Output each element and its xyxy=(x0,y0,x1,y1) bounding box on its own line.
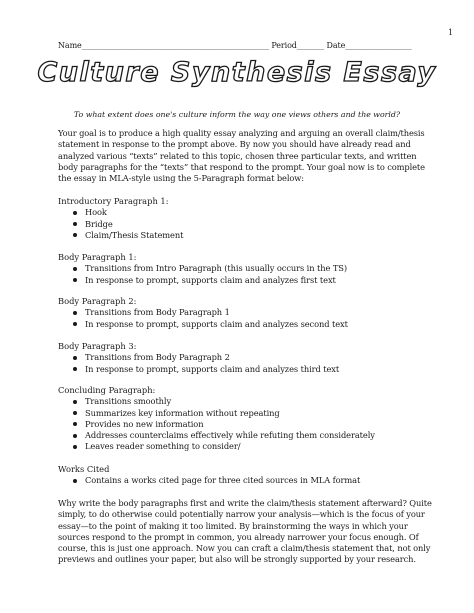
intro-line: analyzed various “texts” related to this topic, chosen three particular texts, and written xyxy=(58,150,417,161)
list-item xyxy=(58,230,183,241)
closing-paragraph xyxy=(58,498,432,566)
bullet-icon xyxy=(73,267,77,271)
bullet-list xyxy=(58,396,375,452)
list-item-text: Contains a works cited page for three cited sources in MLA format xyxy=(85,475,361,486)
intro-line: the essay in MLA-style using the 5-Paragraph format below: xyxy=(58,173,304,184)
bullet-icon xyxy=(73,322,77,326)
section-introductory-paragraph xyxy=(58,196,183,241)
list-item-text: Claim/Thesis Statement xyxy=(85,229,184,240)
list-item xyxy=(58,219,183,230)
list-item xyxy=(58,263,347,274)
section-heading: Body Paragraph 1: xyxy=(58,252,137,262)
document-title: Culture Synthesis Essay xyxy=(37,57,437,88)
list-item xyxy=(58,419,375,430)
list-item-text: Addresses counterclaims effectively while refuting them considerately xyxy=(85,430,375,441)
closing-line: sources respond to the prompt in common, you already narrower your focus enough. Of xyxy=(58,531,419,542)
bullet-icon xyxy=(73,422,77,426)
name-period-date-line: Name________________________________________________ Period_______ Date_________________ xyxy=(58,41,412,50)
list-item-text: In response to prompt, supports claim and analyzes second text xyxy=(85,318,348,329)
intro-paragraph xyxy=(58,128,428,184)
section-body-paragraph-2 xyxy=(58,296,348,330)
bullet-icon xyxy=(73,400,77,404)
bullet-icon xyxy=(73,233,77,237)
section-heading: Body Paragraph 3: xyxy=(58,341,137,351)
list-item xyxy=(58,352,339,363)
section-heading: Concluding Paragraph: xyxy=(58,385,156,395)
intro-line: Your goal is to produce a high quality essay analyzing and arguing an overall claim/thesis xyxy=(58,128,425,138)
bullet-icon xyxy=(73,434,77,438)
closing-line: simply, to do otherwise could potentially narrow your analysis—which is the focus of your xyxy=(58,509,425,520)
bullet-icon xyxy=(73,211,77,215)
closing-line: Why write the body paragraphs first and write the claim/thesis statement afterward? Quite xyxy=(58,498,432,508)
closing-line: course, this is just one approach. Now you can craft a claim/thesis statement that, not only xyxy=(58,543,431,554)
section-body-paragraph-3 xyxy=(58,341,339,375)
bullet-icon xyxy=(73,356,77,360)
list-item-text: Transitions smoothly xyxy=(85,396,172,407)
bullet-list xyxy=(58,475,360,486)
list-item xyxy=(58,430,375,441)
section-heading: Works Cited xyxy=(58,464,110,474)
section-concluding-paragraph xyxy=(58,385,375,453)
bullet-list xyxy=(58,307,348,330)
list-item xyxy=(58,364,339,375)
list-item-text: Transitions from Body Paragraph 2 xyxy=(85,352,230,363)
page-number: 1 xyxy=(448,28,454,37)
list-item xyxy=(58,207,183,218)
bullet-icon xyxy=(73,411,77,415)
bullet-icon xyxy=(73,479,77,483)
section-heading: Introductory Paragraph 1: xyxy=(58,196,169,206)
list-item-text: Bridge xyxy=(85,218,113,229)
list-item-text: Hook xyxy=(85,207,107,218)
closing-line: essay—to the point of making it too limited. By brainstorming the ways in which your xyxy=(58,520,408,531)
section-heading: Body Paragraph 2: xyxy=(58,296,137,306)
list-item-text: Transitions from Body Paragraph 1 xyxy=(85,307,230,318)
list-item-text: In response to prompt, supports claim and analyzes first text xyxy=(85,274,336,285)
list-item-text: Summarizes key information without repeating xyxy=(85,407,280,418)
bullet-icon xyxy=(73,278,77,282)
list-item xyxy=(58,408,375,419)
bullet-list xyxy=(58,207,183,241)
intro-line: body paragraphs for the “texts” that respond to the prompt. Your goal now is to complete xyxy=(58,161,425,172)
list-item-text: In response to prompt, supports claim and analyzes third text xyxy=(85,363,340,374)
list-item-text: Transitions from Intro Paragraph (this usually occurs in the TS) xyxy=(85,263,347,274)
bullet-icon xyxy=(73,311,77,315)
prompt-question: To what extent does one's culture inform the way one views others and the world? xyxy=(73,110,401,119)
bullet-list xyxy=(58,263,347,286)
list-item xyxy=(58,441,375,452)
list-item-text: Leaves reader something to consider/ xyxy=(85,441,241,452)
list-item xyxy=(58,307,348,318)
section-works-cited xyxy=(58,464,360,487)
list-item xyxy=(58,475,360,486)
list-item xyxy=(58,275,347,286)
bullet-icon xyxy=(73,445,77,449)
bullet-icon xyxy=(73,222,77,226)
bullet-icon xyxy=(73,367,77,371)
bullet-list xyxy=(58,352,339,375)
section-body-paragraph-1 xyxy=(58,252,347,286)
list-item xyxy=(58,396,375,407)
closing-line: previews and outlines your paper, but also will be strongly supported by your research. xyxy=(58,554,416,565)
intro-line: statement in response to the prompt above. By now you should have already read and xyxy=(58,139,411,150)
list-item xyxy=(58,319,348,330)
list-item-text: Provides no new information xyxy=(85,418,204,429)
